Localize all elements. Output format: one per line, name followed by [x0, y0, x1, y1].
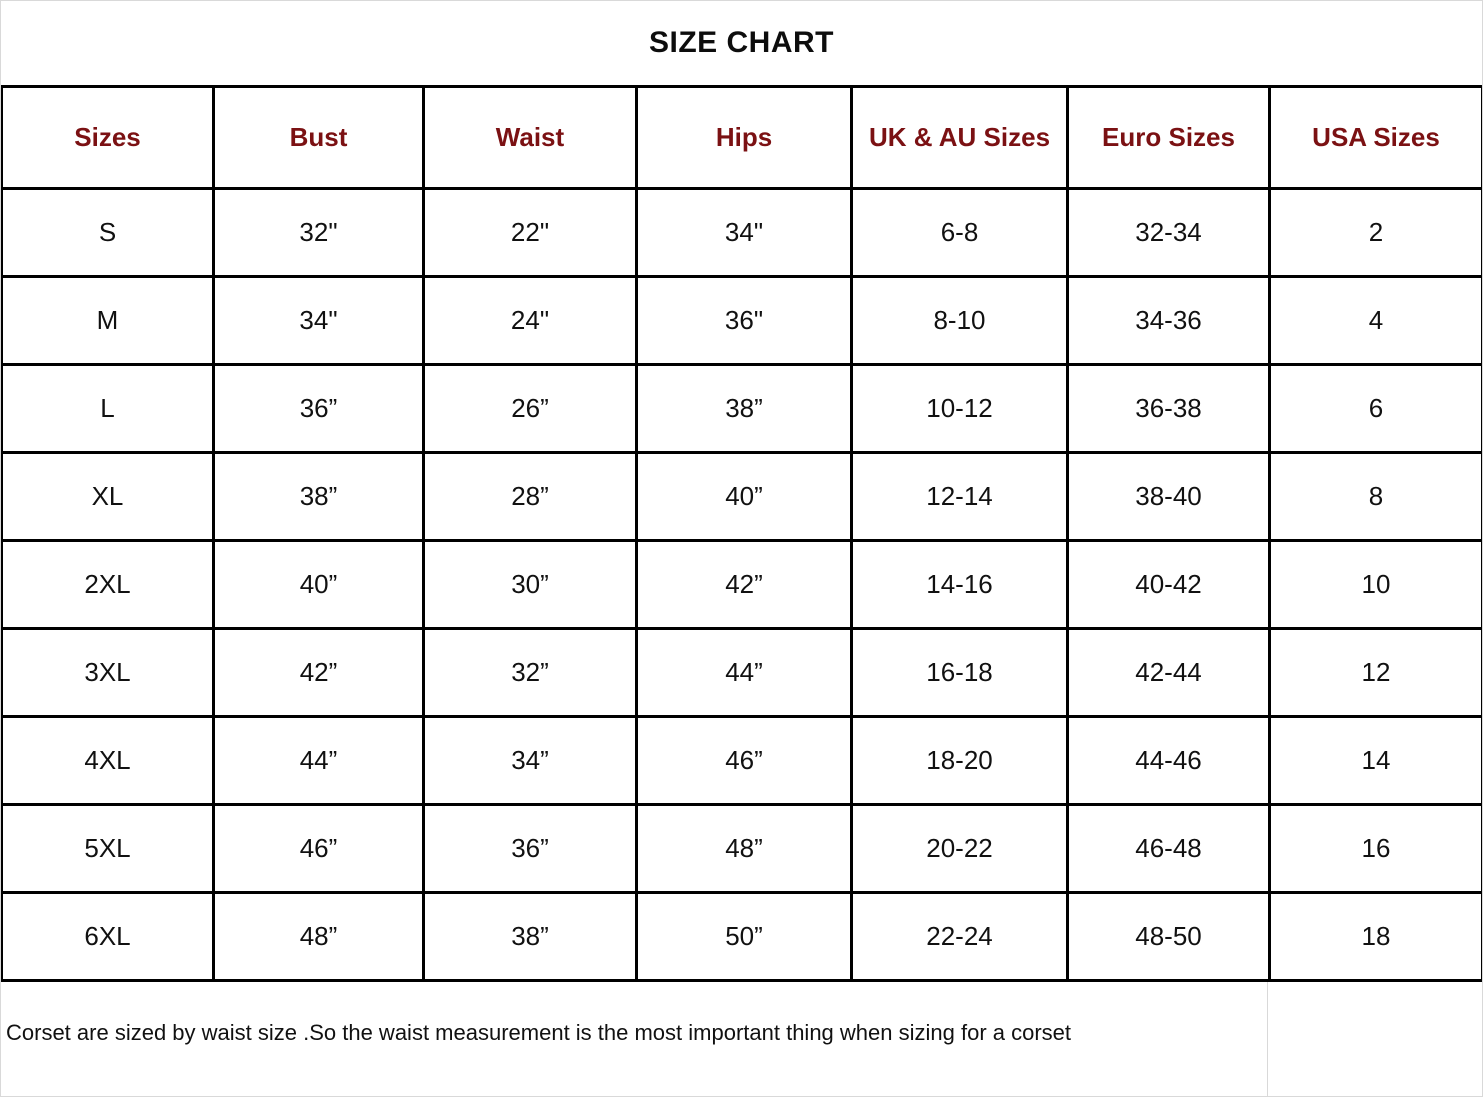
table-cell: 36”	[214, 365, 424, 453]
table-cell: 18-20	[852, 717, 1068, 805]
table-cell: 46”	[637, 717, 852, 805]
table-cell: 8-10	[852, 277, 1068, 365]
table-cell: 38”	[214, 453, 424, 541]
table-cell: 28”	[424, 453, 637, 541]
table-cell: 44-46	[1068, 717, 1270, 805]
table-cell: 32-34	[1068, 189, 1270, 277]
table-cell: 46-48	[1068, 805, 1270, 893]
table-cell: 4	[1270, 277, 1483, 365]
table-cell: 24"	[424, 277, 637, 365]
table-cell: 6XL	[2, 893, 214, 981]
page-title: SIZE CHART	[649, 25, 834, 59]
table-cell: 16	[1270, 805, 1483, 893]
table-cell: 44”	[637, 629, 852, 717]
table-cell: 50”	[637, 893, 852, 981]
table-cell: 12	[1270, 629, 1483, 717]
table-cell: 6	[1270, 365, 1483, 453]
table-cell: 36"	[637, 277, 852, 365]
table-cell: 30”	[424, 541, 637, 629]
table-cell: 18	[1270, 893, 1483, 981]
table-cell: 22"	[424, 189, 637, 277]
table-cell: 32”	[424, 629, 637, 717]
table-cell: 42-44	[1068, 629, 1270, 717]
table-cell: 3XL	[2, 629, 214, 717]
table-cell: 22-24	[852, 893, 1068, 981]
table-cell: 36-38	[1068, 365, 1270, 453]
table-cell: 38”	[637, 365, 852, 453]
table-cell: 34"	[214, 277, 424, 365]
table-cell: 10	[1270, 541, 1483, 629]
table-cell: 40-42	[1068, 541, 1270, 629]
table-cell: 36”	[424, 805, 637, 893]
table-cell: 14	[1270, 717, 1483, 805]
table-cell: 46”	[214, 805, 424, 893]
table-cell: 6-8	[852, 189, 1068, 277]
footnote-text: Corset are sized by waist size .So the waist measurement is the most important thing when sizing for a corset	[6, 1020, 1072, 1045]
table-cell: 32"	[214, 189, 424, 277]
column-header: UK & AU Sizes	[852, 87, 1068, 189]
table-cell: 12-14	[852, 453, 1068, 541]
table-cell: 14-16	[852, 541, 1068, 629]
table-cell: 34-36	[1068, 277, 1270, 365]
table-cell: 40”	[637, 453, 852, 541]
footnote-area	[0, 982, 1483, 1097]
table-cell: 5XL	[2, 805, 214, 893]
table-cell: S	[2, 189, 214, 277]
table-cell: 40”	[214, 541, 424, 629]
table-cell: 10-12	[852, 365, 1068, 453]
table-cell: M	[2, 277, 214, 365]
column-header: Euro Sizes	[1068, 87, 1270, 189]
column-header: Hips	[637, 87, 852, 189]
column-header: Waist	[424, 87, 637, 189]
column-header: Bust	[214, 87, 424, 189]
table-cell: 48”	[214, 893, 424, 981]
table-cell: 38”	[424, 893, 637, 981]
table-cell: 34"	[637, 189, 852, 277]
table-cell: 20-22	[852, 805, 1068, 893]
table-cell: XL	[2, 453, 214, 541]
table-cell: 38-40	[1068, 453, 1270, 541]
table-cell: 2	[1270, 189, 1483, 277]
column-header: USA Sizes	[1270, 87, 1483, 189]
table-cell: 16-18	[852, 629, 1068, 717]
table-cell: 2XL	[2, 541, 214, 629]
table-cell: 26”	[424, 365, 637, 453]
column-header: Sizes	[2, 87, 214, 189]
table-cell: 34”	[424, 717, 637, 805]
table-cell: 8	[1270, 453, 1483, 541]
table-cell: 44”	[214, 717, 424, 805]
table-cell: 42”	[637, 541, 852, 629]
table-cell: 42”	[214, 629, 424, 717]
table-cell: 48”	[637, 805, 852, 893]
table-cell: 4XL	[2, 717, 214, 805]
gridline-divider	[1267, 982, 1268, 1097]
table-cell: 48-50	[1068, 893, 1270, 981]
table-cell: L	[2, 365, 214, 453]
